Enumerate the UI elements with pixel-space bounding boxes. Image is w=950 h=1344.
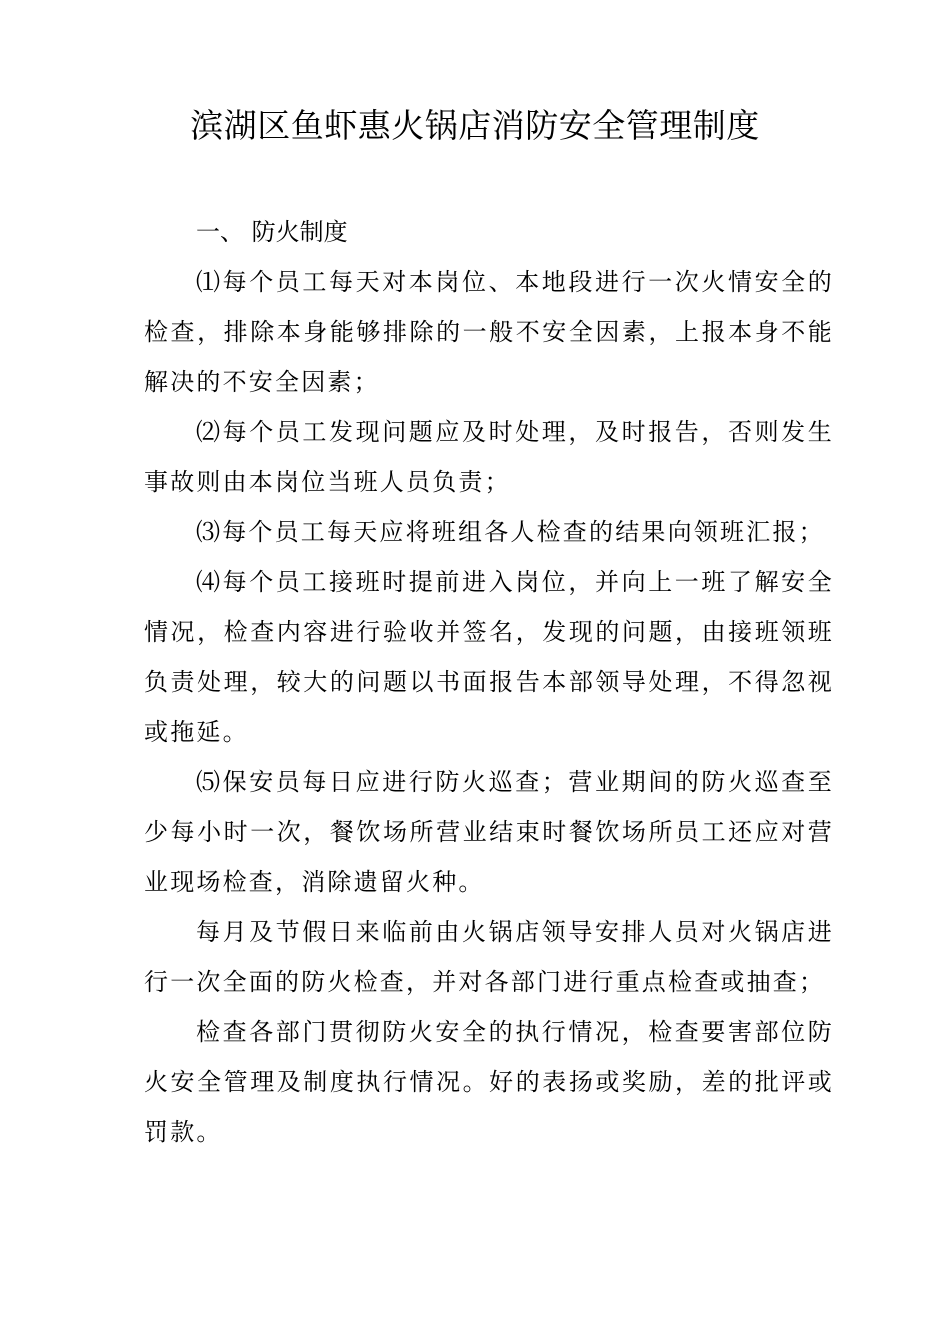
paragraph-4: ⑷每个员工接班时提前进入岗位，并向上一班了解安全情况，检查内容进行验收并签名，发现的问题，由接班领班负责处理，较大的问题以书面报告本部领导处理，不得忽视或拖延。 (144, 568, 834, 746)
paragraph-3: ⑶每个员工每天应将班组各人检查的结果向领班汇报； (196, 518, 825, 546)
paragraph-2: ⑵每个员工发现问题应及时处理，及时报告，否则发生事故则由本岗位当班人员负责； (144, 418, 834, 496)
document-title: 滨湖区鱼虾惠火锅店消防安全管理制度 (190, 106, 760, 145)
paragraph-6: 每月及节假日来临前由火锅店领导安排人员对火锅店进行一次全面的防火检查，并对各部门进行重点检查或抽查； (144, 918, 834, 996)
paragraph-5: ⑸保安员每日应进行防火巡查；营业期间的防火巡查至少每小时一次，餐饮场所营业结束时餐饮场所员工还应对营业现场检查，消除遗留火种。 (144, 768, 834, 896)
paragraph-1: ⑴每个员工每天对本岗位、本地段进行一次火情安全的检查，排除本身能够排除的一般不安全因素，上报本身不能解决的不安全因素； (144, 268, 834, 396)
section-heading: 一、 防火制度 (196, 218, 348, 246)
document-body (144, 207, 834, 1157)
paragraph-7: 检查各部门贯彻防火安全的执行情况，检查要害部位防火安全管理及制度执行情况。好的表扬或奖励，差的批评或罚款。 (144, 1018, 834, 1146)
